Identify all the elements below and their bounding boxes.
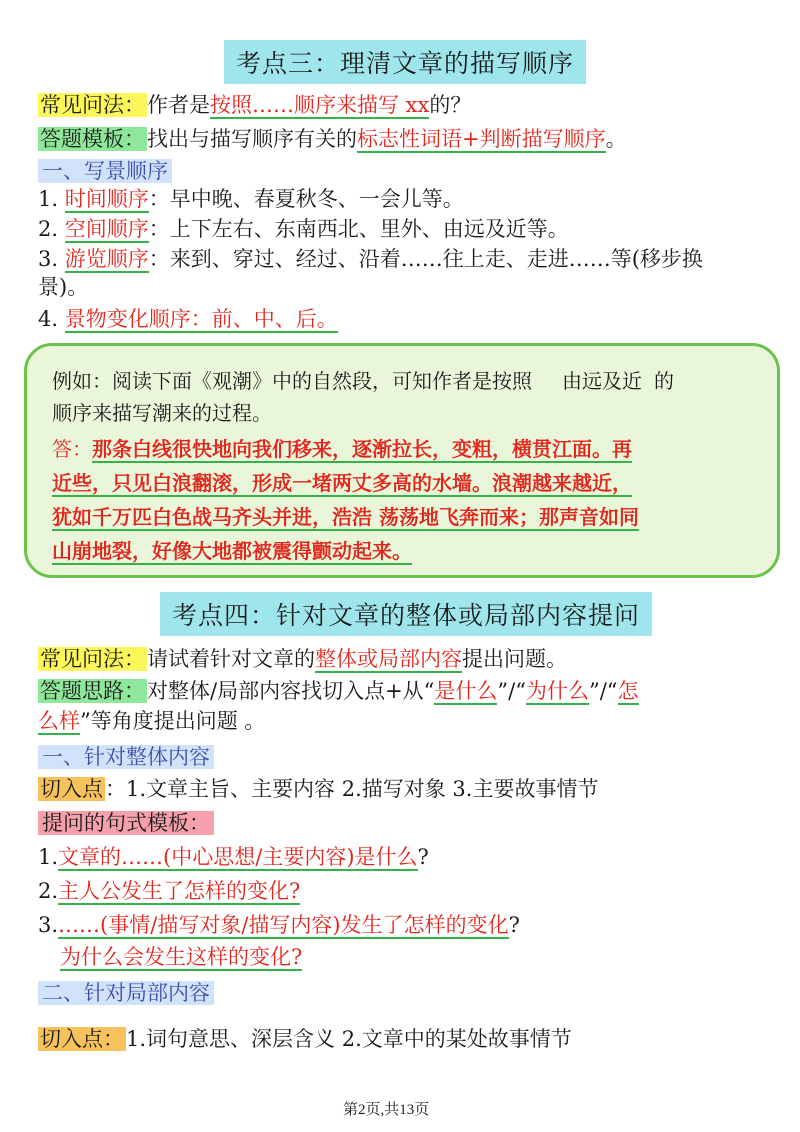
example-answer-3: 犹如千万匹白色战马齐头并进，浩浩 荡荡地飞奔而来；那声音如同 — [52, 505, 639, 529]
order-item-3: 3. 游览顺序：来到、穿过、经过、沿着……往上走、走进……等(移步换 — [38, 247, 703, 271]
cut-in-point-line-2: 切入点：1.词句意思、深层含义 2.文章中的某处故事情节 — [40, 1027, 572, 1051]
page-footer: 第2页,共13页 — [343, 1102, 430, 1118]
section4-title: 考点四：针对文章的整体或局部内容提问 — [160, 592, 652, 636]
pattern-3: 3.……(事情/描写对象/描写内容)发生了怎样的变化? — [38, 913, 520, 937]
section3-template-line — [38, 124, 627, 154]
question-label: 常见问法： — [40, 647, 145, 671]
question-text: 作者是 — [147, 93, 210, 117]
pattern-3-cont: 为什么会发生这样的变化? — [60, 945, 303, 969]
order-item-1: 1. 时间顺序：早中晚、春夏秋冬、一会儿等。 — [38, 187, 464, 211]
order-item-2: 2. 空间顺序：上下左右、东南西北、里外、由远及近等。 — [38, 217, 569, 241]
section3-question-line — [38, 90, 471, 120]
example-answer-4: 山崩地裂，好像大地都被震得颤动起来。 — [52, 539, 412, 563]
template-suffix: 。 — [605, 127, 627, 151]
cut-in-point-line: 切入点：1.文章主旨、主要内容 2.描写对象 3.主要故事情节 — [40, 777, 599, 801]
cut-in-label: 切入点 — [40, 777, 103, 801]
order-item-3-cont: 景)。 — [38, 275, 89, 299]
section4-idea-line: 答题思路：对整体/局部内容找切入点+从“是什么”/“为什么”/“怎 — [40, 679, 639, 703]
section3-title: 考点三：理清文章的描写顺序 — [224, 40, 586, 84]
cut-in-label-2: 切入点： — [40, 1027, 124, 1051]
pattern-label: 提问的句式模板： — [38, 811, 214, 835]
example-line-1: 例如：阅读下面《观潮》中的自然段，可知作者是按照 由远及近 的 — [52, 369, 674, 393]
pattern-2: 2.主人公发生了怎样的变化? — [38, 879, 301, 903]
template-red: 标志性词语+判断描写顺序 — [357, 127, 606, 151]
example-line-2: 顺序来描写潮来的过程。 — [52, 401, 272, 425]
order-item-4: 4. 景物变化顺序：前、中、后。 — [38, 307, 338, 331]
template-label: 答题模板： — [40, 127, 145, 151]
question-red: 按照……顺序来描写 xx — [210, 93, 430, 117]
idea-label: 答题思路： — [40, 679, 145, 703]
example-blank-answer: 由远及近 — [562, 369, 642, 393]
pattern-label-line — [38, 808, 214, 838]
section4-idea-line-cont: 么样”等角度提出问题 。 — [38, 709, 266, 733]
example-answer-1: 答：那条白线很快地向我们移来，逐渐拉长，变粗，横贯江面。再 — [52, 437, 632, 461]
section4-subheading-2: 二、针对局部内容 — [38, 978, 214, 1008]
section3-subheading — [38, 156, 172, 186]
section4-subheading-1: 一、针对整体内容 — [38, 742, 214, 772]
question-label: 常见问法： — [40, 93, 145, 117]
question-suffix: 的？ — [429, 93, 472, 117]
section4-question-line: 常见问法：请试着针对文章的整体或局部内容提出问题。 — [40, 647, 567, 671]
subheading-text: 一、写景顺序 — [38, 159, 172, 183]
pattern-1: 1.文章的……(中心思想/主要内容)是什么? — [38, 845, 429, 869]
example-answer-2: 近些，只见白浪翻滚，形成一堵两丈多高的水墙。浪潮越来越近， — [52, 471, 632, 495]
template-text: 找出与描写顺序有关的 — [147, 127, 357, 151]
